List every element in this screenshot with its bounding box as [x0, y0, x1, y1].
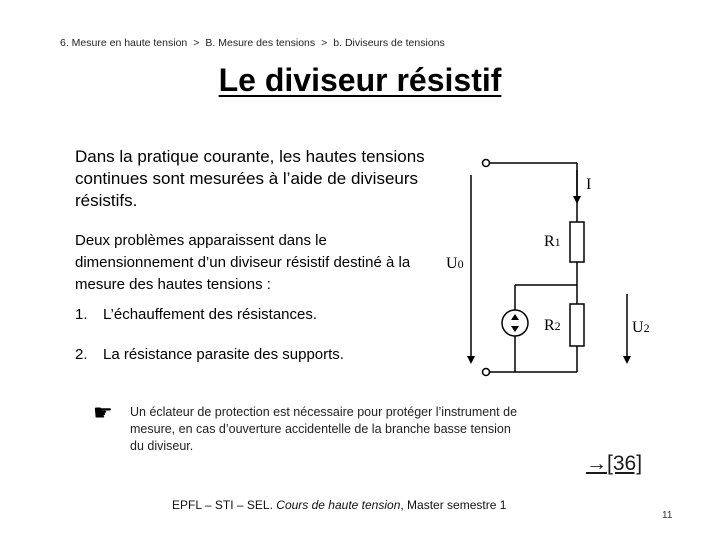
- footer-suffix: , Master semestre 1: [400, 498, 507, 512]
- pointing-hand-icon: ☛: [93, 400, 113, 425]
- list-text: L’échauffement des résistances.: [103, 306, 318, 323]
- u2-label: [632, 319, 650, 336]
- spark-gap: [502, 310, 528, 336]
- r2-label: [544, 317, 561, 334]
- footer-prefix: EPFL – STI – SEL.: [172, 498, 273, 512]
- resistor-r2: [570, 304, 584, 346]
- top-terminal: [483, 160, 490, 167]
- breadcrumb-item[interactable]: 6. Mesure en haute tension: [60, 37, 188, 49]
- r1-label: [544, 233, 561, 250]
- breadcrumb-separator: >: [321, 37, 328, 49]
- right-arrow-icon: →: [586, 452, 607, 475]
- footer-course: Cours de haute tension: [276, 498, 401, 512]
- current-label: I: [586, 176, 592, 193]
- list-number: 1.: [75, 306, 88, 323]
- breadcrumb-item[interactable]: B. Mesure des tensions: [205, 37, 316, 49]
- page-number: 11: [662, 510, 673, 521]
- breadcrumb-item[interactable]: b. Diviseurs de tensions: [333, 37, 445, 49]
- reference-label: [36]: [607, 452, 643, 475]
- protection-note: Un éclateur de protection est nécessaire pour protéger l’instrument de mesure, en cas d’ouverture accidentelle de la branche basse tension du diviseur.: [130, 405, 518, 453]
- u2-subscript: 2: [643, 321, 650, 335]
- resistor-r1: [570, 222, 584, 262]
- u0-label: [446, 255, 464, 272]
- bottom-terminal: [483, 369, 490, 376]
- breadcrumb-separator: >: [193, 37, 200, 49]
- lead-text: Dans la pratique courante, les hautes tensions continues sont mesurées à l’aide de diviseurs résistifs.: [75, 147, 425, 210]
- u0-subscript: 0: [457, 257, 464, 271]
- page-title: Le diviseur résistif: [218, 62, 502, 98]
- u0-letter: U: [446, 255, 458, 272]
- u2-letter: U: [632, 319, 644, 336]
- list-number: 2.: [75, 346, 88, 363]
- r2-letter: R: [544, 317, 555, 334]
- r1-letter: R: [544, 233, 555, 250]
- r2-subscript: 2: [554, 319, 561, 333]
- problems-intro: Deux problèmes apparaissent dans le dimensionnement d’un diviseur résistif destiné à la mesure des hautes tensions :: [75, 232, 411, 293]
- r1-subscript: 1: [554, 235, 561, 249]
- list-text: La résistance parasite des supports.: [103, 346, 344, 363]
